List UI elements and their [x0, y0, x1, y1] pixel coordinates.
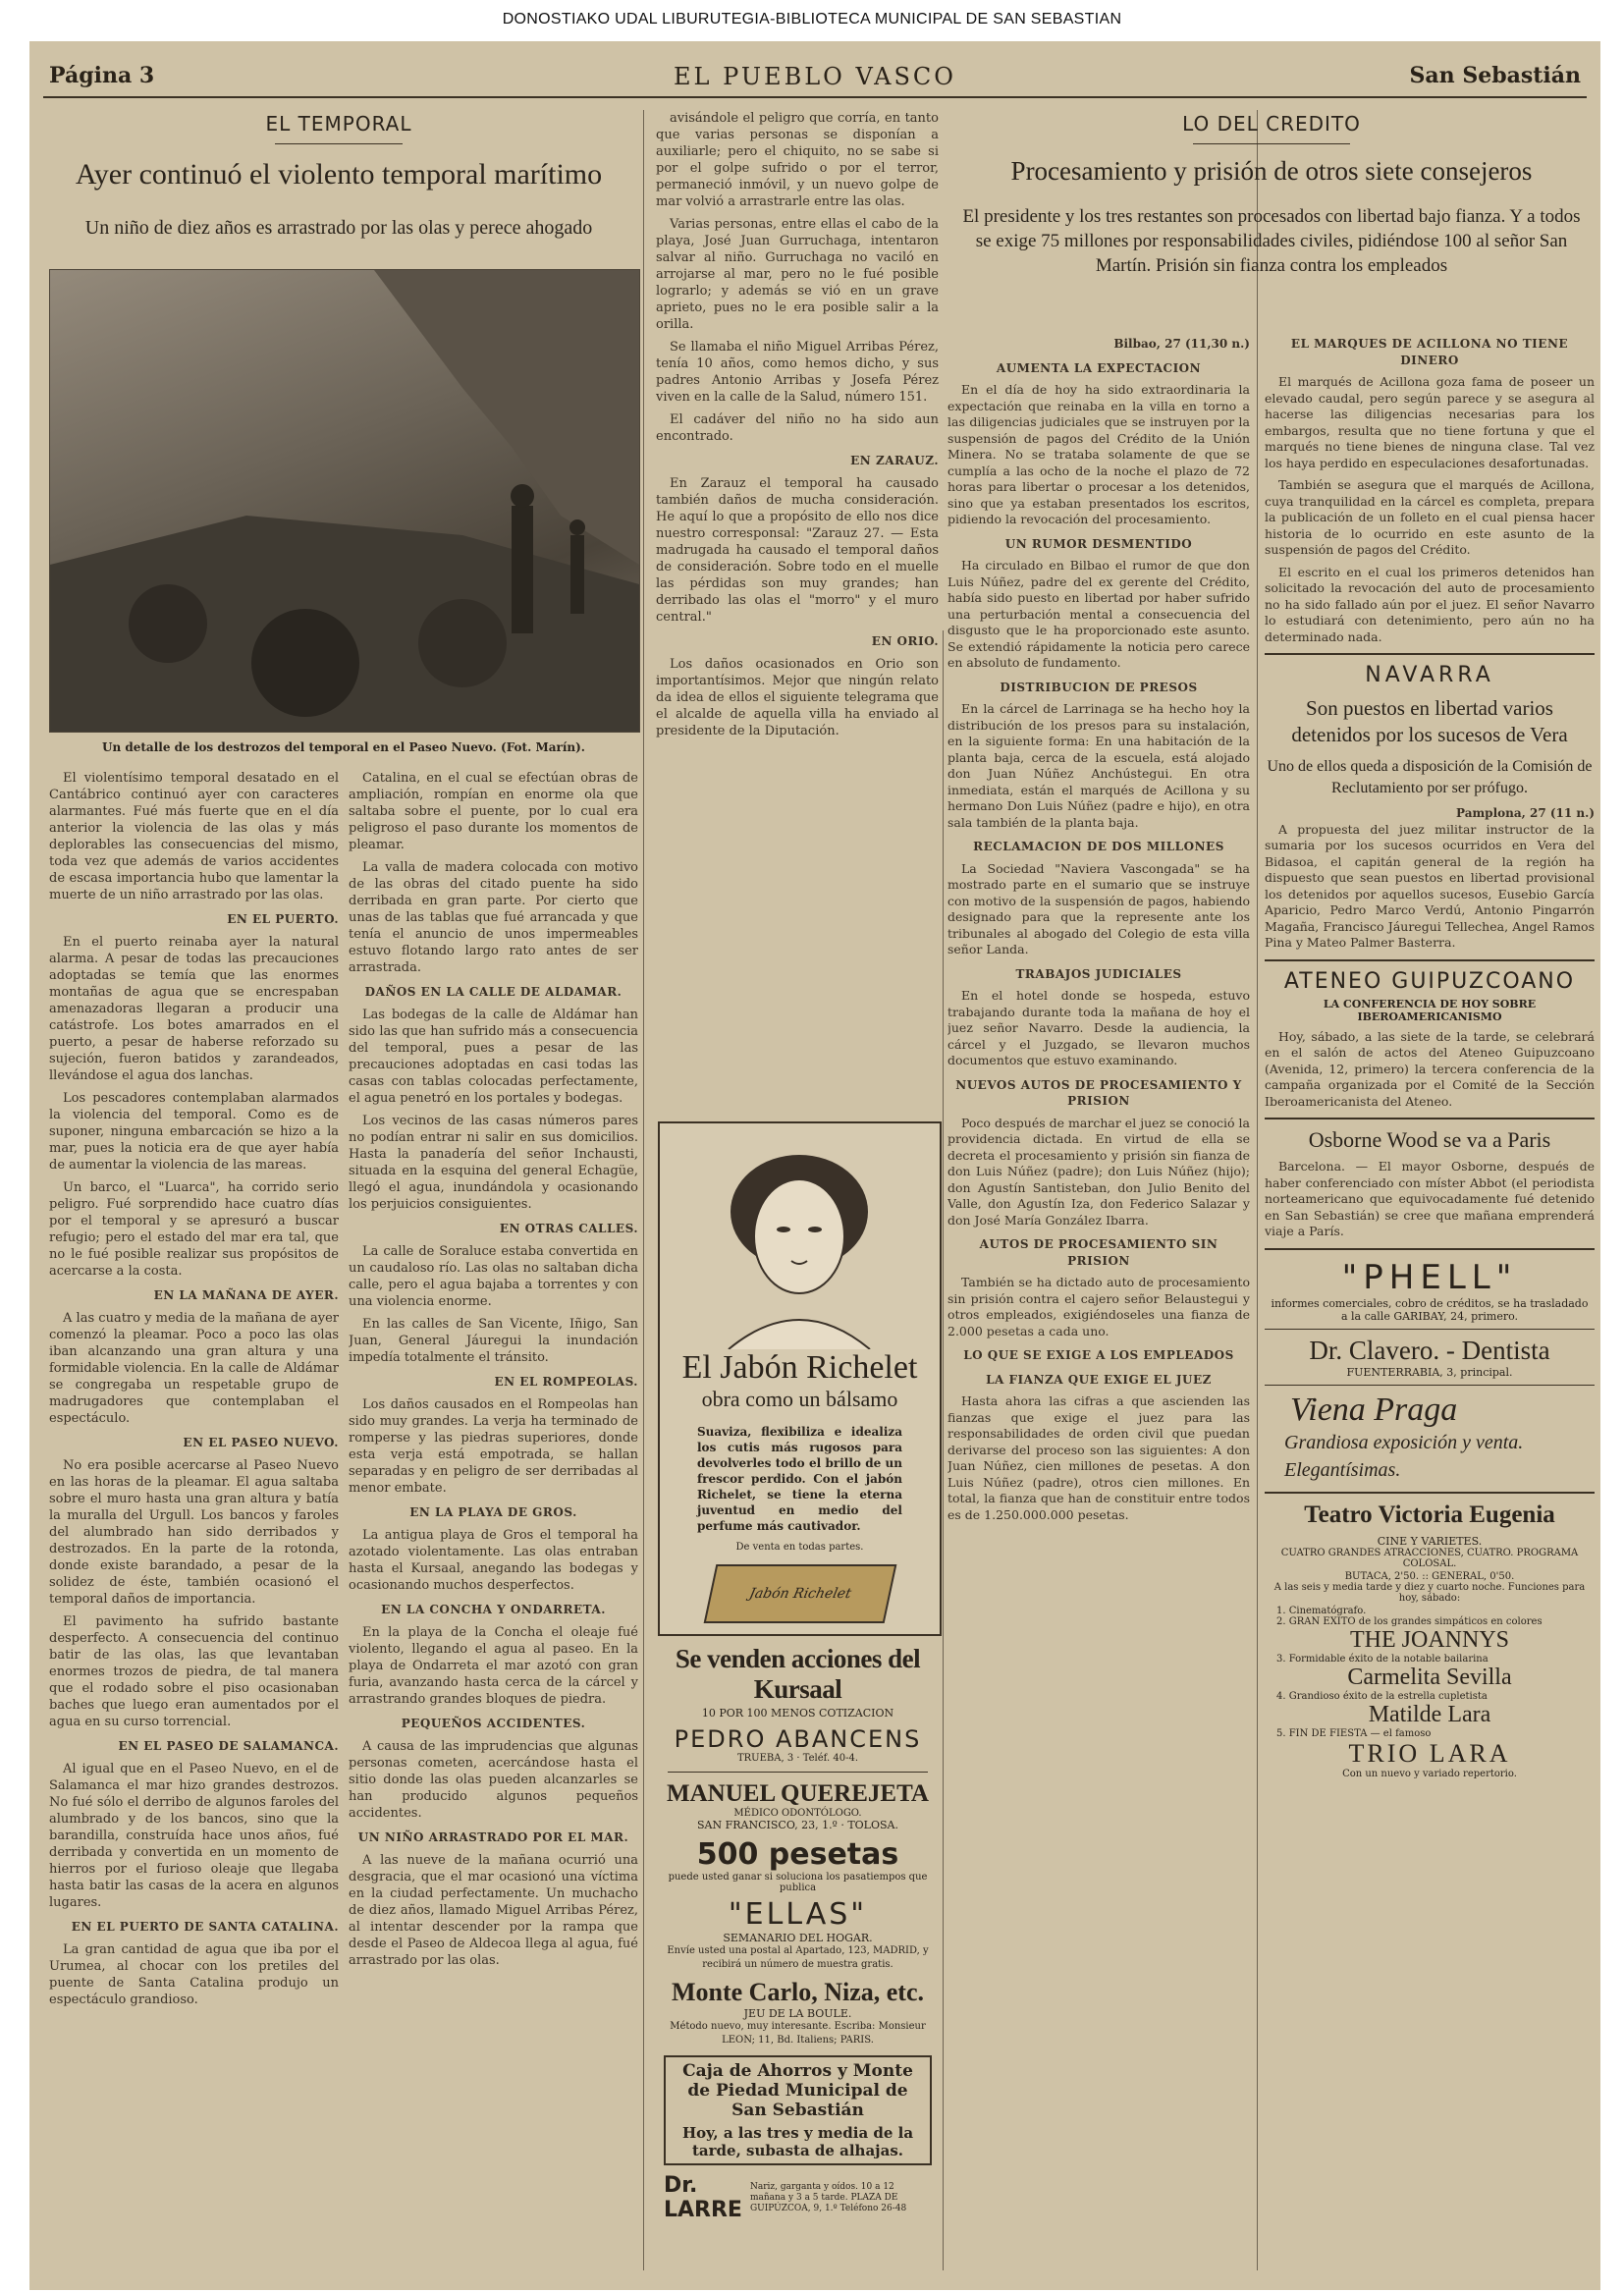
subhead: UN RUMOR DESMENTIDO	[1004, 536, 1193, 551]
story-paragraph: Un barco, el "Luarca", ha corrido serio peligro. Fué sorprendido hace cuatro días por el temporal y se apresuró a buscar refugio; pero el estado del mar era tal, que no le fué posible realizar sus propósitos de acercarse a la costa.	[49, 1180, 339, 1279]
credit-header	[947, 106, 1596, 332]
magazine-name: "ELLAS"	[728, 1897, 868, 1932]
credit-column	[947, 336, 1250, 2270]
subheadline: Un niño de diez años es arrastrado por las olas y perece ahogado	[84, 217, 593, 239]
prize-copy: puede usted ganar si soluciona los pasatiempos que publica	[668, 1872, 928, 1893]
story-paragraph: El violentísimo temporal desatado en el Cantábrico continuó ayer con caracteres alarmantes. Fué más fuerte que en el día anterior la violencia de las olas y más deplorables las consecuencias del mismo, toda vez que además de varios accidentes de escasa importancia hubo que lamentar la muerte de un niño arrastrado por las olas.	[49, 771, 339, 902]
subhead: EN LA CONCHA Y ONDARRETA.	[381, 1603, 606, 1616]
story-paragraph: Varias personas, entre ellas el cabo de la playa, José Juan Gurruchaga, intentaron salvar al niño. Gurruchaga no vaciló en arrojarse al mar, pero no le fué posible lograrlo; y además se vió en un grave aprieto, pues no le era posible salir a la orilla.	[656, 217, 939, 332]
newspaper-title: EL PUEBLO VASCO	[674, 63, 956, 90]
ad-divider	[1265, 1385, 1595, 1386]
temporal-mid-column	[349, 770, 638, 2272]
act-name: TRIO LARA	[1348, 1738, 1511, 1768]
doctor-address: SAN FRANCISCO, 23, 1.º · TOLOSA.	[697, 1819, 898, 1831]
ad-divider	[1265, 1329, 1595, 1330]
clinic-copy: Nariz, garganta y oídos. 10 a 12 mañana y 3 a 5 tarde. PLAZA DE GUIPÚZCOA, 9, 1.º Teléfono 26-48	[749, 2181, 907, 2213]
soap-box-illustration	[703, 1564, 896, 1623]
story-paragraph: A causa de las imprudencias que algunas personas cometen, acercándose hasta el sitio donde las olas pueden alcanzarles se han producido algunos pequeños accidentes.	[349, 1739, 638, 1821]
storm-photo-illustration	[50, 270, 639, 732]
story-divider	[1265, 959, 1595, 961]
viena-praga-logo: Viena Praga	[1290, 1391, 1458, 1428]
column-rule	[1257, 110, 1258, 2270]
ad-divider	[668, 1772, 928, 1773]
story-paragraph: No era posible acercarse al Paseo Nuevo en las horas de la pleamar. El agua saltaba sobre el muro hasta una gran altura y batía la muralla del Urgull. Los bancos y faroles del alumbrado han sido derribados y destrozados. En la parte de la rotonda, donde existe barandado, a pesar de la solidez de éste, también ocasionó el temporal daños de importancia.	[49, 1458, 339, 1607]
phell-ad-copy: informes comerciales, cobro de créditos, se ha trasladado a la calle GARIBAY, 24, primero.	[1271, 1296, 1589, 1323]
magazine-copy: Envíe usted una postal al Apartado, 123, MADRID, y recibirá un número de muestra gratis.	[667, 1945, 929, 1970]
dentist-address: FUENTERRABIA, 3, principal.	[1346, 1365, 1513, 1379]
subhead: EN EL PASEO NUEVO.	[183, 1436, 339, 1449]
subhead: AUMENTA LA EXPECTACION	[996, 360, 1202, 375]
ateneo-story	[1265, 1029, 1595, 1111]
subhead: DAÑOS EN LA CALLE DE ALDAMAR.	[364, 985, 623, 999]
story-paragraph: La antigua playa de Gros el temporal ha azotado violentamente. Las olas entraban hasta el Kursaal, anegando las bodegas y ocasionando muchos desperfectos.	[349, 1528, 638, 1593]
navarra-deck: Uno de ellos queda a disposición de la Comisión de Reclutamiento por ser prófugo.	[1267, 758, 1593, 796]
casino-title: Monte Carlo, Niza, etc.	[671, 1978, 925, 2006]
subhead: EN LA MAÑANA DE AYER.	[153, 1288, 339, 1302]
section-title: EL TEMPORAL	[265, 112, 412, 136]
subhead: EL MARQUES DE ACILLONA NO TIENE DINERO	[1290, 337, 1569, 367]
story-paragraph: A propuesta del juez militar instructor de la sumaria por los sucesos ocurridos en Vera del Bidasoa, el capitán general de la región ha dispuesto que sean puestos en libertad provisional los detenidos por aquellos sucesos, Eusebio García Aparicio, Pedro Marco Verdú, Antonio Pingarrón Magaña, Francisco Jáuregui Tellechea, Angel Ramos Pina y Mateo Palmer Basterra.	[1265, 821, 1595, 950]
theatre-sub2: CUATRO GRANDES ATRACCIONES, CUATRO. PROGRAMA COLOSAL.	[1280, 1547, 1579, 1569]
subhead: EN EL PUERTO DE SANTA CATALINA.	[71, 1920, 339, 1934]
clinic-name: Dr. LARRE	[664, 2173, 742, 2222]
ad-divider	[1265, 1492, 1595, 1494]
story-paragraph: A las nueve de la mañana ocurrió una desgracia, que el mar ocasionó una víctima en la ciudad perfectamente. Un muchacho de diez años, llamado Miguel Arribas Pérez, al intentar descender por la rampa que desde el Paseo de Aldecoa llega al agua, fué arrastrado por las olas.	[349, 1853, 638, 1968]
story-paragraph: Barcelona. — El mayor Osborne, después de haber conferenciado con míster Abbot (el periodista norteamericano que equivocadamente fué detenido en San Sebastián) se cree que mañana emprenderá viaje a París.	[1265, 1159, 1595, 1238]
headline: Procesamiento y prisión de otros siete consejeros	[1010, 156, 1533, 186]
soap-tagline: obra como un bálsamo	[701, 1387, 898, 1411]
temporal-left-column	[49, 770, 339, 2272]
kursaal-ad-title: Se venden acciones del Kursaal	[675, 1644, 921, 1704]
soap-brand: El Jabón Richelet	[681, 1349, 918, 1386]
section-title: LO DEL CREDITO	[1182, 112, 1361, 136]
story-paragraph: Poco después de marchar el juez se conoció la providencia dictada. En virtud de ella se decreta el procesamiento y prisión sin fianza de don Luis Núñez (padre); don Luis Núñez (hijo); don Agustín Santisteban, don Julio Benito del Valle, don Agustín Iza, don Federico Salazar y don José María González Ibarra.	[947, 1115, 1250, 1228]
act-note: Con un nuevo y variado repertorio.	[1342, 1768, 1517, 1779]
story-divider	[1265, 1118, 1595, 1119]
osborne-headline: Osborne Wood se va a Paris	[1308, 1127, 1551, 1152]
story-paragraph: Hoy, sábado, a las siete de la tarde, se celebrará en el salón de actos del Ateneo Guipuzcoano (Avenida, 12, primero) la tercera conferencia de la campaña organizada por el Comité de la Sección Iberoamericanista del Ateneo.	[1265, 1028, 1595, 1109]
story-paragraph: Hasta ahora las cifras a que ascienden las fianzas que exige el juez para las responsabilidades de orden civil que puedan derivarse del proceso son las siguientes: A don Juan Núñez, cien millones de pesetas. A don Luis Núñez (padre), otros cien millones. En total, la fianza que han de constituir entre todos es de 1.250.000.000 pesetas.	[947, 1393, 1250, 1522]
deck: El presidente y los tres restantes son procesados con libertad bajo fianza. Y a todos se exige 75 millones por responsabilidades civiles, pidiéndose 100 al señor San Martín. Prisión sin fianza contra los empleados	[962, 206, 1581, 276]
dateline: Bilbao, 27 (11,30 n.)	[1113, 337, 1250, 351]
acillona-story	[1265, 336, 1595, 645]
headline: Ayer continuó el violento temporal marítimo	[75, 158, 603, 191]
section-underline	[275, 143, 403, 144]
osborne-story	[1265, 1159, 1595, 1240]
act-name: Matilde Lara	[1368, 1701, 1491, 1727]
story-divider	[1265, 653, 1595, 655]
story-paragraph: En el día de hoy ha sido extraordinaria la expectación que reinaba en la villa en torno a las diligencias judiciales que se instruyen por la suspensión de pagos del Crédito de la Unión Minera. No se trataba solamente de que se cumplía a las ocho de la noche el plazo de 72 horas para libertar o procesar a los detenidos, sino que ya estaban presentados los escritos, pidiendo la revocación del procesamiento.	[947, 382, 1250, 526]
magazine-sub: SEMANARIO DEL HOGAR.	[723, 1932, 873, 1944]
photo-caption: Un detalle de los destrozos del temporal en el Paseo Nuevo. (Fot. Marín).	[102, 740, 585, 754]
subhead: PEQUEÑOS ACCIDENTES.	[401, 1717, 586, 1730]
casino-sub: JEU DE LA BOULE.	[743, 2007, 852, 2020]
story-paragraph: avisándole el peligro que corría, en tanto que varias personas se disponían a auxiliarle; pero el chiquito, no se sabe si por el golpe sufrido o por el terror, permaneció inmóvil, y un nuevo golpe de mar volvió a arrastrarle entre las olas.	[656, 111, 939, 209]
theatre-sub: CINE Y VARIETES.	[1377, 1534, 1483, 1548]
subhead: EN EL ROMPEOLAS.	[494, 1375, 638, 1389]
story-paragraph: También se asegura que el marqués de Acillona, cuya tranquilidad en la cárcel es completa, prepara la publicación de un folleto en el cual piensa hacer historia de lo ocurrido en este asunto de la suspensión de pagos del Crédito.	[1265, 477, 1595, 557]
soap-copy: Suaviza, flexibiliza e idealiza los cutis más rugosos para devolverles todo el brillo de un frescor perdido. Con el jabón Richelet, se tiene la eterna juventud en medio del perfume más cautivador.	[697, 1425, 902, 1533]
right-column	[1265, 336, 1595, 2270]
broker-name: PEDRO ABANCENS	[674, 1725, 922, 1753]
story-paragraph: A las cuatro y media de la mañana de ayer comenzó la pleamar. Poco a poco las olas iban alcanzando una gran altura y una formidable violencia. En la calle de Aldámar se congregaba un respetable grupo de madrugadores que contemplaban el espectáculo.	[49, 1311, 339, 1426]
dateline: Pamplona, 27 (11 n.)	[1456, 806, 1595, 820]
navarra-story	[1265, 805, 1595, 952]
story-paragraph: Catalina, en el cual se efectúan obras de ampliación, rompían en enorme ola que saltaba sobre el puente, por lo cual era peligroso el paso durante los momentos de pleamar.	[349, 771, 638, 852]
bank-name: Caja de Ahorros y Monte de Piedad Municipal de San Sebastián	[682, 2061, 913, 2120]
act-note: 5. FIN DE FIESTA — el famoso	[1276, 1727, 1432, 1739]
storm-photo	[49, 269, 640, 733]
masthead-rule	[43, 96, 1587, 98]
center-small-ads	[658, 1644, 938, 2272]
subhead: LA FIANZA QUE EXIGE EL JUEZ	[986, 1372, 1212, 1387]
column-rule	[943, 630, 944, 2270]
story-paragraph: La Sociedad "Naviera Vascongada" se ha mostrado parte en el sumario que se instruye con motivo de la suspensión de pagos, habiendo designado para que la represente ante los tribunales al abogado del Colegio de esta villa señor Landa.	[947, 860, 1250, 956]
story-paragraph: Los pescadores contemplaban alarmados la violencia del temporal. Como es de suponer, ninguna embarcación se hizo a la mar, pues la noticia era de que ayer había de aumentar la violencia de las mareas.	[49, 1091, 339, 1173]
act-note: 4. Grandioso éxito de la estrella cupletista	[1276, 1690, 1488, 1702]
story-paragraph: En el hotel donde se hospeda, estuvo trabajando durante toda la mañana de hoy el juez señor Navarro. Desde la audiencia, la cárcel y el Juzgado, se llevaron muchos documentos que estuvo examinando.	[947, 988, 1250, 1067]
section-underline	[1193, 143, 1350, 144]
library-banner: DONOSTIAKO UDAL LIBURUTEGIA-BIBLIOTECA MUNICIPAL DE SAN SEBASTIAN	[0, 0, 1624, 39]
story-paragraph: También se ha dictado auto de procesamiento sin prisión contra el cajero señor Belaustegui y otros empleados, exigiéndoseles una fianza de 2.000 pesetas a cada uno.	[947, 1275, 1250, 1338]
story-paragraph: Los daños causados en el Rompeolas han sido muy grandes. La verja ha terminado de romperse y las piedras superiores, donde esta verja está empotrada, se hallan separadas y en peligro de ser derribadas al menor embate.	[349, 1397, 638, 1496]
column-rule	[643, 110, 644, 2270]
subhead: TRABAJOS JUDICIALES	[1015, 966, 1182, 981]
newspaper-page	[29, 41, 1600, 2290]
kursaal-ad-sub: 10 POR 100 MENOS COTIZACION	[701, 1707, 894, 1720]
story-paragraph: En la playa de la Concha el oleaje fué violento, llegando el agua al paseo. En la playa de Ondarreta el mar azotó con gran furia, avanzando hasta cerca de la cárcel y arrastrando grandes bloques de piedra.	[349, 1625, 638, 1707]
act-name: THE JOANNYS	[1350, 1626, 1509, 1653]
subhead: EN ZARAUZ.	[850, 454, 939, 467]
story-paragraph: Ha circulado en Bilbao el rumor de que don Luis Núñez, padre del ex gerente del Crédito, había sido puesto en libertad por haber sufrido una perturbación mental a consecuencia del disgusto que le ha proporcionado este asunto. Se extendió rápidamente la noticia pero carece en absoluto de fundamento.	[947, 558, 1250, 670]
soap-availability: De venta en todas partes.	[735, 1542, 864, 1553]
theatre-times: A las seis y media tarde y diez y cuarto noche. Funciones para hoy, sábado:	[1273, 1581, 1586, 1604]
page-number: Página 3	[49, 63, 155, 88]
phell-ad-title: "PHELL"	[1341, 1257, 1518, 1297]
act-note: 3. Formidable éxito de la notable bailarina	[1276, 1653, 1489, 1665]
subhead: NUEVOS AUTOS DE PROCESAMIENTO Y PRISION	[955, 1077, 1242, 1108]
story-paragraph: Los vecinos de las casas números pares no podían entrar ni salir en sus domicilios. Hasta la panadería del señor Inchausti, situada en la esquina del general Echagüe, llegó el agua, inundándola y ocasionando los perjuicios consiguientes.	[349, 1114, 638, 1212]
subhead: EN LA PLAYA DE GROS.	[409, 1505, 577, 1519]
story-paragraph: En el puerto reinaba ayer la natural alarma. A pesar de todas las precauciones adoptadas se temía que las enormes montañas de agua que se encrespaban amenazadoras llegaran a producir una catástrofe. Los botes amarrados en el puerto, a pesar de haberse reforzado su sujeción, fueron batidos y zarandeados, llevándose el agua dos lanchas.	[49, 935, 339, 1083]
dentist-ad-title: Dr. Clavero. - Dentista	[1309, 1335, 1550, 1365]
subhead: EN ORIO.	[871, 634, 939, 648]
subhead: EN EL PASEO DE SALAMANCA.	[118, 1739, 339, 1753]
city-label: San Sebastián	[1409, 63, 1581, 88]
subhead: RECLAMACION DE DOS MILLONES	[973, 840, 1224, 853]
doctor-role: MÉDICO ODONTÓLOGO.	[733, 1808, 862, 1819]
story-paragraph: La gran cantidad de agua que iba por el Urumea, al chocar con los pretiles del puente de Santa Catalina produjo un espectáculo grandioso.	[49, 1942, 339, 2007]
story-paragraph: La valla de madera colocada con motivo de las obras del citado puente ha sido derribada en gran parte. Por cierto que unas de las tablas que fué arrancada y que tenía el anuncio de unos impermeables estuvo flotando largo rato antes de ser arrastrada.	[349, 860, 638, 975]
programme-item: 1. Cinematógrafo.	[1276, 1605, 1367, 1616]
story-paragraph: En la cárcel de Larrinaga se ha hecho hoy la distribución de los presos para su instalación, en la siguiente forma: En una habitación de la planta baja, cerca de la escuela, está alojado don Juan Núñez Anchústegui. En otra inmediata, están el marqués de Acillona y su hermano Don Luis Núñez (padre e hijo), en otra sala también de la planta baja.	[947, 701, 1250, 830]
viena-praga-tagline: Grandiosa exposición y venta. Elegantísimas.	[1284, 1431, 1524, 1481]
story-paragraph: Se llamaba el niño Miguel Arribas Pérez, tenía 10 años, como hemos dicho, y sus padres Antonio Arribas y Josefa Pérez viven en la calle de la Salud, número 151.	[656, 340, 939, 405]
soap-box-label: Jabón Richelet	[747, 1586, 852, 1602]
doctor-name: MANUEL QUEREJETA	[667, 1780, 929, 1807]
prize-amount: 500 pesetas	[696, 1837, 899, 1872]
subhead: EN OTRAS CALLES.	[499, 1222, 638, 1235]
story-paragraph: En Zarauz el temporal ha causado también daños de mucha consideración. He aquí lo que a propósito de ello nos dice nuestro corresponsal: "Zarauz 27. — Esta madrugada ha causado el temporal daños de consideración. Sobre todo en el muelle las pérdidas son muy grandes; han derribado las olas el "morro" y el muro central."	[656, 476, 939, 625]
navarra-section: NAVARRA	[1365, 663, 1494, 687]
ateneo-title: ATENEO GUIPUZCOANO	[1283, 968, 1576, 994]
navarra-headline: Son puestos en libertad varios detenidos por los sucesos de Vera	[1291, 696, 1568, 746]
story-paragraph: Los daños ocasionados en Orio son importantísimos. Mejor que ningún relato da idea de ellos el siguiente telegrama que el alcalde de aquella villa ha enviado al presidente de la Diputación.	[656, 657, 939, 738]
story-paragraph: En las calles de San Vicente, Iñigo, San Juan, General Jáuregui la inundación impedía totalmente el tránsito.	[349, 1317, 638, 1365]
woman-portrait-illustration	[660, 1123, 940, 1349]
ateneo-sub: LA CONFERENCIA DE HOY SOBRE IBEROAMERICANISMO	[1323, 997, 1537, 1023]
story-paragraph: El marqués de Acillona goza fama de poseer un elevado caudal, pero según parece y se asegura al hacerse las diligencias necesarias para los embargos, resulta que no tiene fortuna y que el marqués no tiene bienes de ninguna clase. Tal vez los haya perdido en especulaciones desafortunadas.	[1265, 374, 1595, 470]
story-divider	[1265, 1248, 1595, 1250]
subhead: UN NIÑO ARRASTRADO POR EL MAR.	[357, 1830, 629, 1844]
subhead: DISTRIBUCION DE PRESOS	[1000, 680, 1198, 694]
auction-notice: Hoy, a las tres y media de la tarde, subasta de alhajas.	[681, 2124, 914, 2159]
richelet-soap-ad	[658, 1121, 942, 1636]
theatre-name: Teatro Victoria Eugenia	[1304, 1501, 1555, 1528]
story-paragraph: Al igual que en el Paseo Nuevo, en el de Salamanca el mar hizo grandes destrozos. No fué sólo el derribo de algunos faroles del alumbrado y de los bancos, sino que la barandilla, construída hace unos años, fué derribada y convertida en un momento de hierros por el furioso oleaje que llegaba hasta batir las casas de la acera en algunos lugares.	[49, 1762, 339, 1910]
programme-item: 2. GRAN EXITO de los grandes simpáticos en colores	[1276, 1615, 1543, 1627]
subhead: LO QUE SE EXIGE A LOS EMPLEADOS	[963, 1348, 1234, 1362]
clinic-ad	[658, 2173, 938, 2222]
story-paragraph: La calle de Soraluce estaba convertida en un caudaloso río. Las olas no saltaban dicha calle, pero el agua bajaba a torrentes y con una violencia enorme.	[349, 1244, 638, 1309]
story-paragraph: Las bodegas de la calle de Aldámar han sido las que han sufrido más a consecuencia del temporal, pues a pesar de las precauciones adoptadas en casi todas las casas con tablas colocadas perfectamente, el agua penetró en los portales y bodegas.	[349, 1008, 638, 1106]
bank-ad	[664, 2055, 932, 2165]
theatre-prices: BUTACA, 2'50. :: GENERAL, 0'50.	[1344, 1570, 1515, 1582]
story-paragraph: El cadáver del niño no ha sido aun encontrado.	[656, 412, 939, 444]
subhead: EN EL PUERTO.	[227, 912, 339, 926]
broker-address: TRUEBA, 3 · Teléf. 40-4.	[736, 1753, 859, 1764]
casino-copy: Método nuevo, muy interesante. Escriba: Monsieur LEON; 11, Bd. Italiens; PARIS.	[670, 2021, 926, 2046]
story-paragraph: El pavimento ha sufrido bastante desperfecto. A consecuencia del continuo batir de las olas, las que levantaban enormes trozos de piedra, de tal manera que el rodado sobre el piso ocasionaban baches que luego eran aumentados por el agua en su curso torrencial.	[49, 1614, 339, 1729]
subhead: AUTOS DE PROCESAMIENTO SIN PRISION	[979, 1237, 1218, 1268]
story-paragraph: El escrito en el cual los primeros detenidos han solicitado la revocación del auto de procesamiento no ha sido fallado aún por el juez. El señor Navarro lo estudiará con detenimiento, pero aún no ha determinado nada.	[1265, 564, 1595, 644]
temporal-center-column	[656, 110, 939, 1112]
act-name: Carmelita Sevilla	[1347, 1664, 1512, 1690]
